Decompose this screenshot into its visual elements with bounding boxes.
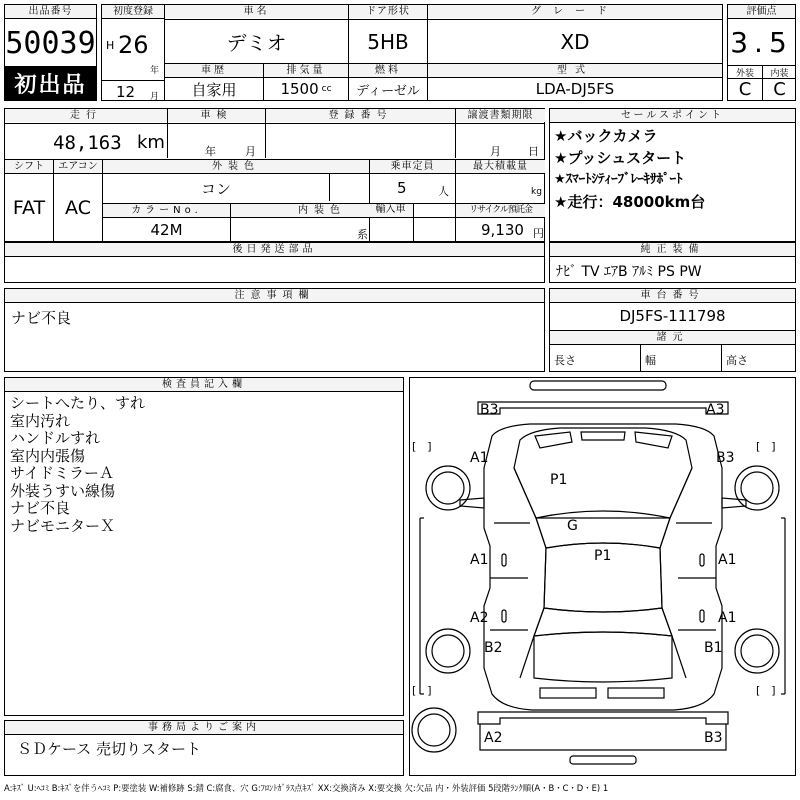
first-listing-badge: 初出品	[4, 66, 97, 101]
inspection-year-unit: 年	[205, 145, 216, 158]
mark-p1-hood: P1	[550, 472, 568, 488]
office-label: 事務局よりご案内	[5, 721, 403, 735]
mark-b3-bottom-right: B3	[704, 730, 723, 746]
fuel-value: ディーゼル	[356, 83, 420, 99]
inspector-item: 室内汚れ	[10, 411, 71, 430]
transfer-label: 譲渡書類期限	[456, 109, 545, 122]
fuel-label: 燃料	[349, 64, 427, 77]
mileage-value: 48,163	[53, 132, 122, 154]
dims-length-label: 長さ	[554, 354, 576, 367]
capacity-unit: 人	[438, 185, 449, 198]
first-reg-month: 12	[116, 83, 136, 101]
inspector-box	[4, 377, 404, 716]
office-value: ＳＤケース 売切りスタート	[17, 740, 202, 758]
first-reg-year: 26	[118, 31, 149, 59]
mark-b2-rear-left: B2	[484, 640, 503, 656]
equipment-label: 純正装備	[550, 243, 795, 257]
payload-label: 最大積載量	[456, 160, 545, 173]
mark-a1-front-left: A1	[470, 450, 489, 466]
mark-p1-roof: P1	[594, 548, 612, 564]
import-header: 輸入車	[375, 204, 406, 215]
color-no-value: 42M	[150, 221, 183, 239]
car-outline-drawing	[410, 378, 795, 775]
inspector-item: 外装うすい線傷	[10, 481, 116, 500]
recycle-value: 9,130	[481, 221, 524, 239]
mark-g-windshield: G	[567, 518, 578, 534]
bracket-right-2: [ ]	[756, 684, 776, 697]
first-reg-month-unit: 月	[150, 92, 160, 102]
equipment-box	[549, 242, 796, 283]
grade-value: XD	[560, 29, 590, 54]
notes-label: 注意事項欄	[5, 289, 544, 303]
ac-label: エアコン	[54, 160, 102, 173]
shift-label: シフト	[5, 160, 53, 173]
inspection-month-unit: 月	[245, 145, 256, 158]
displacement-value	[264, 78, 348, 100]
dims-label: 諸元	[550, 331, 795, 345]
first-reg-label: 初度登録	[102, 5, 164, 19]
mark-b3-front-right: B3	[716, 450, 735, 466]
notes-value: ナビ不良	[11, 309, 72, 327]
history-value: 自家用	[191, 80, 237, 99]
door-label: ドア形状	[349, 5, 427, 18]
sales-point-item: ★走行：48000km台	[554, 193, 706, 211]
bracket-left-2: [ ]	[412, 684, 432, 697]
displacement-label: 排気量	[264, 64, 348, 77]
capacity-label: 乗車定員	[370, 160, 455, 173]
bracket-left-1: [ ]	[412, 440, 432, 453]
mark-a1-door-right: A1	[718, 552, 737, 568]
score-ext-label: 外装	[735, 68, 754, 79]
ext-color-label: 外装色	[103, 160, 369, 173]
sales-point-item: ★プッシュスタート	[554, 149, 687, 167]
door-value: 5HB	[367, 29, 409, 54]
later-parts-value	[5, 257, 544, 265]
notes-box	[4, 288, 545, 372]
model-value: LDA-DJ5FS	[535, 80, 615, 98]
first-reg-box	[101, 4, 165, 101]
chassis-value: DJ5FS-111798	[619, 307, 726, 325]
shift-value: FAT	[12, 197, 46, 219]
ac-value: AC	[65, 197, 91, 219]
capacity-value: 5	[397, 179, 407, 197]
inspection-label: 車検	[168, 109, 265, 122]
recycle-label: リサイクル預託金	[456, 204, 545, 217]
inspector-item: ナビモニターＸ	[10, 516, 116, 535]
mark-a1-rear-right: A1	[718, 610, 737, 626]
history-label: 車歴	[165, 64, 263, 77]
equipment-value: ﾅﾋﾞ TV ｴｱB ｱﾙﾐ PS PW	[556, 264, 702, 280]
mark-a2-bottom-left: A2	[484, 730, 503, 746]
recycle-unit: 円	[533, 227, 544, 240]
damage-diagram	[409, 377, 796, 776]
bracket-right-1: [ ]	[756, 440, 776, 453]
transfer-month-unit: 月	[490, 145, 501, 158]
later-parts-label: 後日発送部品	[5, 243, 544, 257]
dims-height-label: 高さ	[726, 354, 748, 367]
chassis-label: 車台番号	[550, 289, 795, 303]
score-int-value: C	[773, 79, 786, 100]
lot-number-value: 50039	[5, 25, 96, 61]
chassis-box	[549, 288, 796, 372]
car-name-value: デミオ	[226, 31, 287, 55]
legend-footer: A:ｷｽﾞ U:ﾍｺﾐ B:ｷｽﾞを伴うﾍｺﾐ P:要塗装 W:補修跡 S:錆 C:腐食、穴 G:ﾌﾛﾝﾄｶﾞﾗｽ点ｷｽﾞ XX:交換済み X:要交換 欠:欠品 内・外装評価 5段階ﾗﾝｸ順(A・B・C・D・E) 1	[4, 783, 609, 793]
mark-a3-top-right: A3	[706, 402, 725, 418]
ext-color-value: コン	[200, 180, 231, 198]
mileage-value-wrap	[5, 124, 167, 159]
lot-number-box	[4, 4, 97, 67]
vehicle-detail-grid	[4, 108, 545, 242]
inspector-item: ナビ不良	[10, 499, 71, 517]
car-info-bottom	[164, 63, 723, 101]
mileage-unit: km	[137, 132, 165, 153]
mark-b1-rear-right: B1	[704, 640, 723, 656]
inspector-item: 室内内張傷	[10, 446, 86, 465]
later-parts-box	[4, 242, 545, 283]
sales-points-box	[549, 108, 796, 242]
sales-points-label: セールスポイント	[550, 109, 795, 123]
int-color-label: 内装色	[231, 204, 413, 217]
mark-a2-rear-left: A2	[470, 610, 489, 626]
inspector-label: 検査員記入欄	[5, 378, 403, 392]
inspector-item: シートへたり、すれ	[10, 394, 146, 412]
mark-a1-door-left: A1	[470, 552, 489, 568]
displacement-unit: cc	[321, 84, 332, 94]
transfer-day-unit: 日	[528, 145, 539, 158]
displacement-number: 1500	[280, 80, 319, 98]
car-info-top	[164, 4, 723, 64]
inspector-item: サイドミラーＡ	[10, 464, 114, 482]
sales-point-item: ★ｽﾏｰﾄｼﾃｨｰﾌﾞﾚｰｷｻﾎﾟｰﾄ	[554, 172, 683, 187]
payload-unit: kg	[531, 187, 542, 197]
lot-number-label: 出品番号	[5, 5, 96, 19]
mileage-label: 走行	[5, 109, 167, 122]
score-label: 評価点	[728, 5, 795, 19]
score-box	[727, 4, 796, 101]
car-name-label: 車名	[165, 5, 348, 18]
int-color-unit: 系	[357, 228, 368, 241]
grade-label: グレード	[428, 5, 722, 18]
office-box	[4, 720, 404, 776]
reg-no-label: 登録番号	[266, 109, 455, 122]
mark-b3-top-left: B3	[480, 402, 499, 418]
first-reg-era: H	[106, 39, 115, 52]
score-ext-value: C	[738, 79, 752, 100]
score-value: 3.5	[730, 26, 793, 59]
first-reg-year-unit: 年	[150, 66, 160, 76]
sales-point-item: ★バックカメラ	[554, 127, 658, 145]
score-int-label: 内装	[770, 68, 789, 79]
model-label: 型式	[428, 64, 722, 77]
color-no-label: カラーNo.	[103, 204, 230, 217]
inspector-item: ハンドルすれ	[10, 429, 101, 447]
dims-width-label: 幅	[645, 354, 656, 367]
